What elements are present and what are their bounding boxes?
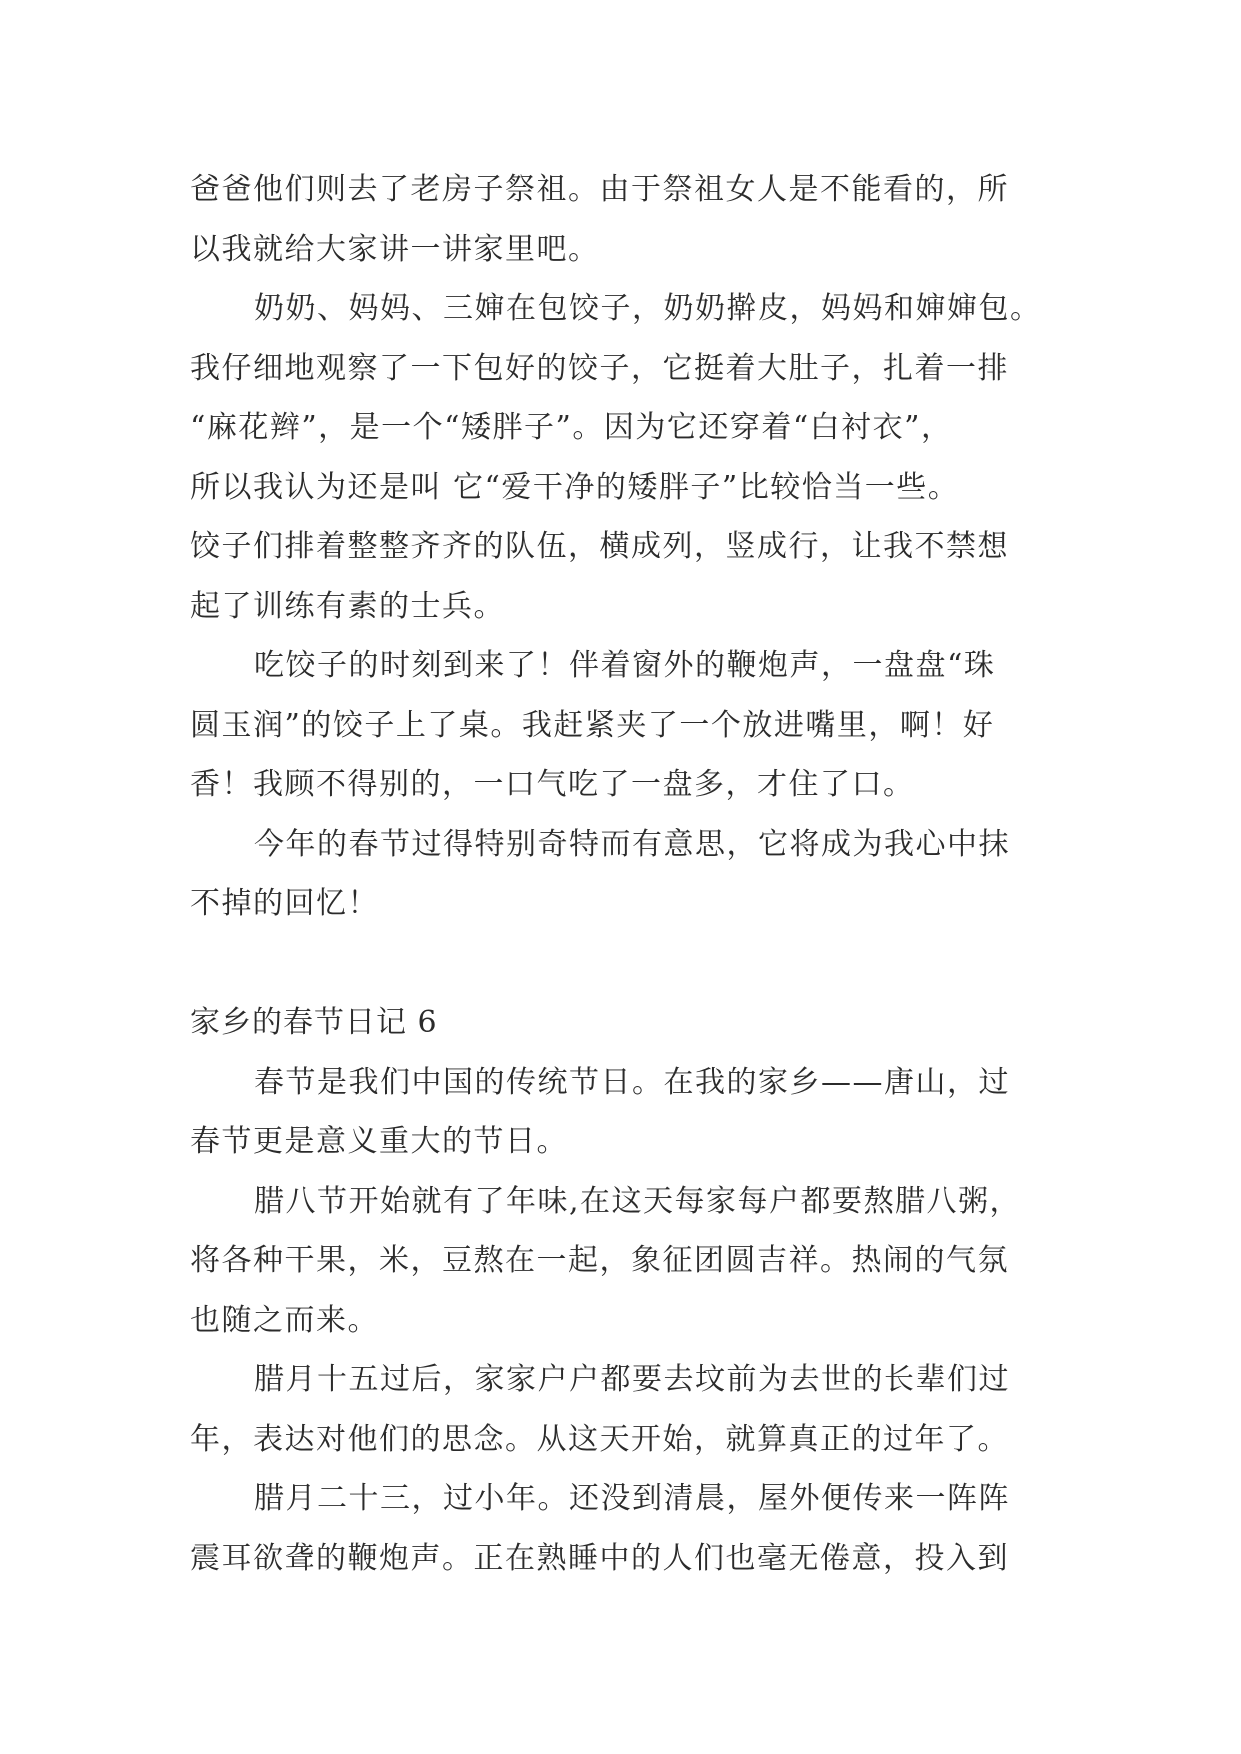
paragraph-line: 以我就给大家讲一讲家里吧。 [190, 231, 600, 267]
paragraph-line: 不掉的回忆！ [190, 886, 379, 921]
paragraph-line: 腊八节开始就有了年味,在这天每家每户都要熬腊八粥， [254, 1183, 1022, 1219]
paragraph-line: 腊月十五过后，家家户户都要去坟前为去世的长辈们过 [254, 1362, 1010, 1397]
paragraph-line: 起了训练有素的士兵。 [190, 588, 505, 624]
paragraph-line: 将各种干果，米，豆熬在一起，象征团圆吉祥。热闹的气氛 [190, 1243, 1009, 1278]
paragraph-line: 奶奶、妈妈、三婶在包饺子，奶奶擀皮，妈妈和婶婶包。 [254, 291, 1042, 326]
paragraph-line: 吃饺子的时刻到来了！伴着窗外的鞭炮声，一盘盘“珠 [254, 648, 996, 683]
paragraph-line: 我仔细地观察了一下包好的饺子，它挺着大肚子，扎着一排 [190, 350, 1009, 386]
paragraph-line: 春节更是意义重大的节日。 [190, 1124, 568, 1159]
document-body [190, 160, 1070, 1588]
section-title: 家乡的春节日记 6 [190, 1005, 438, 1040]
paragraph-line: 饺子们排着整整齐齐的队伍，横成列，竖成行，让我不禁想 [190, 529, 1009, 564]
paragraph-line: 圆玉润”的饺子上了桌。我赶紧夹了一个放进嘴里，啊！好 [190, 707, 995, 743]
paragraph-line: 香！我顾不得别的，一口气吃了一盘多，才住了口。 [190, 767, 915, 802]
paragraph-line: 爸爸他们则去了老房子祭祖。由于祭祖女人是不能看的，所 [190, 172, 1009, 207]
paragraph-line: 年，表达对他们的思念。从这天开始，就算真正的过年了。 [190, 1421, 1009, 1457]
paragraph-line: 所以我认为还是叫 它“爱干净的矮胖子”比较恰当一些。 [190, 469, 960, 505]
paragraph-line: 腊月二十三，过小年。还没到清晨，屋外便传来一阵阵 [254, 1481, 1010, 1516]
paragraph-line: 春节是我们中国的传统节日。在我的家乡——唐山，过 [254, 1064, 1010, 1100]
paragraph-line: “麻花辫”，是一个“矮胖子”。因为它还穿着“白衬衣”， [190, 410, 953, 445]
paragraph-line: 也随之而来。 [190, 1302, 379, 1338]
paragraph-line: 震耳欲聋的鞭炮声。正在熟睡中的人们也毫无倦意，投入到 [190, 1540, 1009, 1576]
paragraph-line: 今年的春节过得特别奇特而有意思，它将成为我心中抹 [254, 826, 1010, 862]
section-gap [190, 934, 1070, 994]
